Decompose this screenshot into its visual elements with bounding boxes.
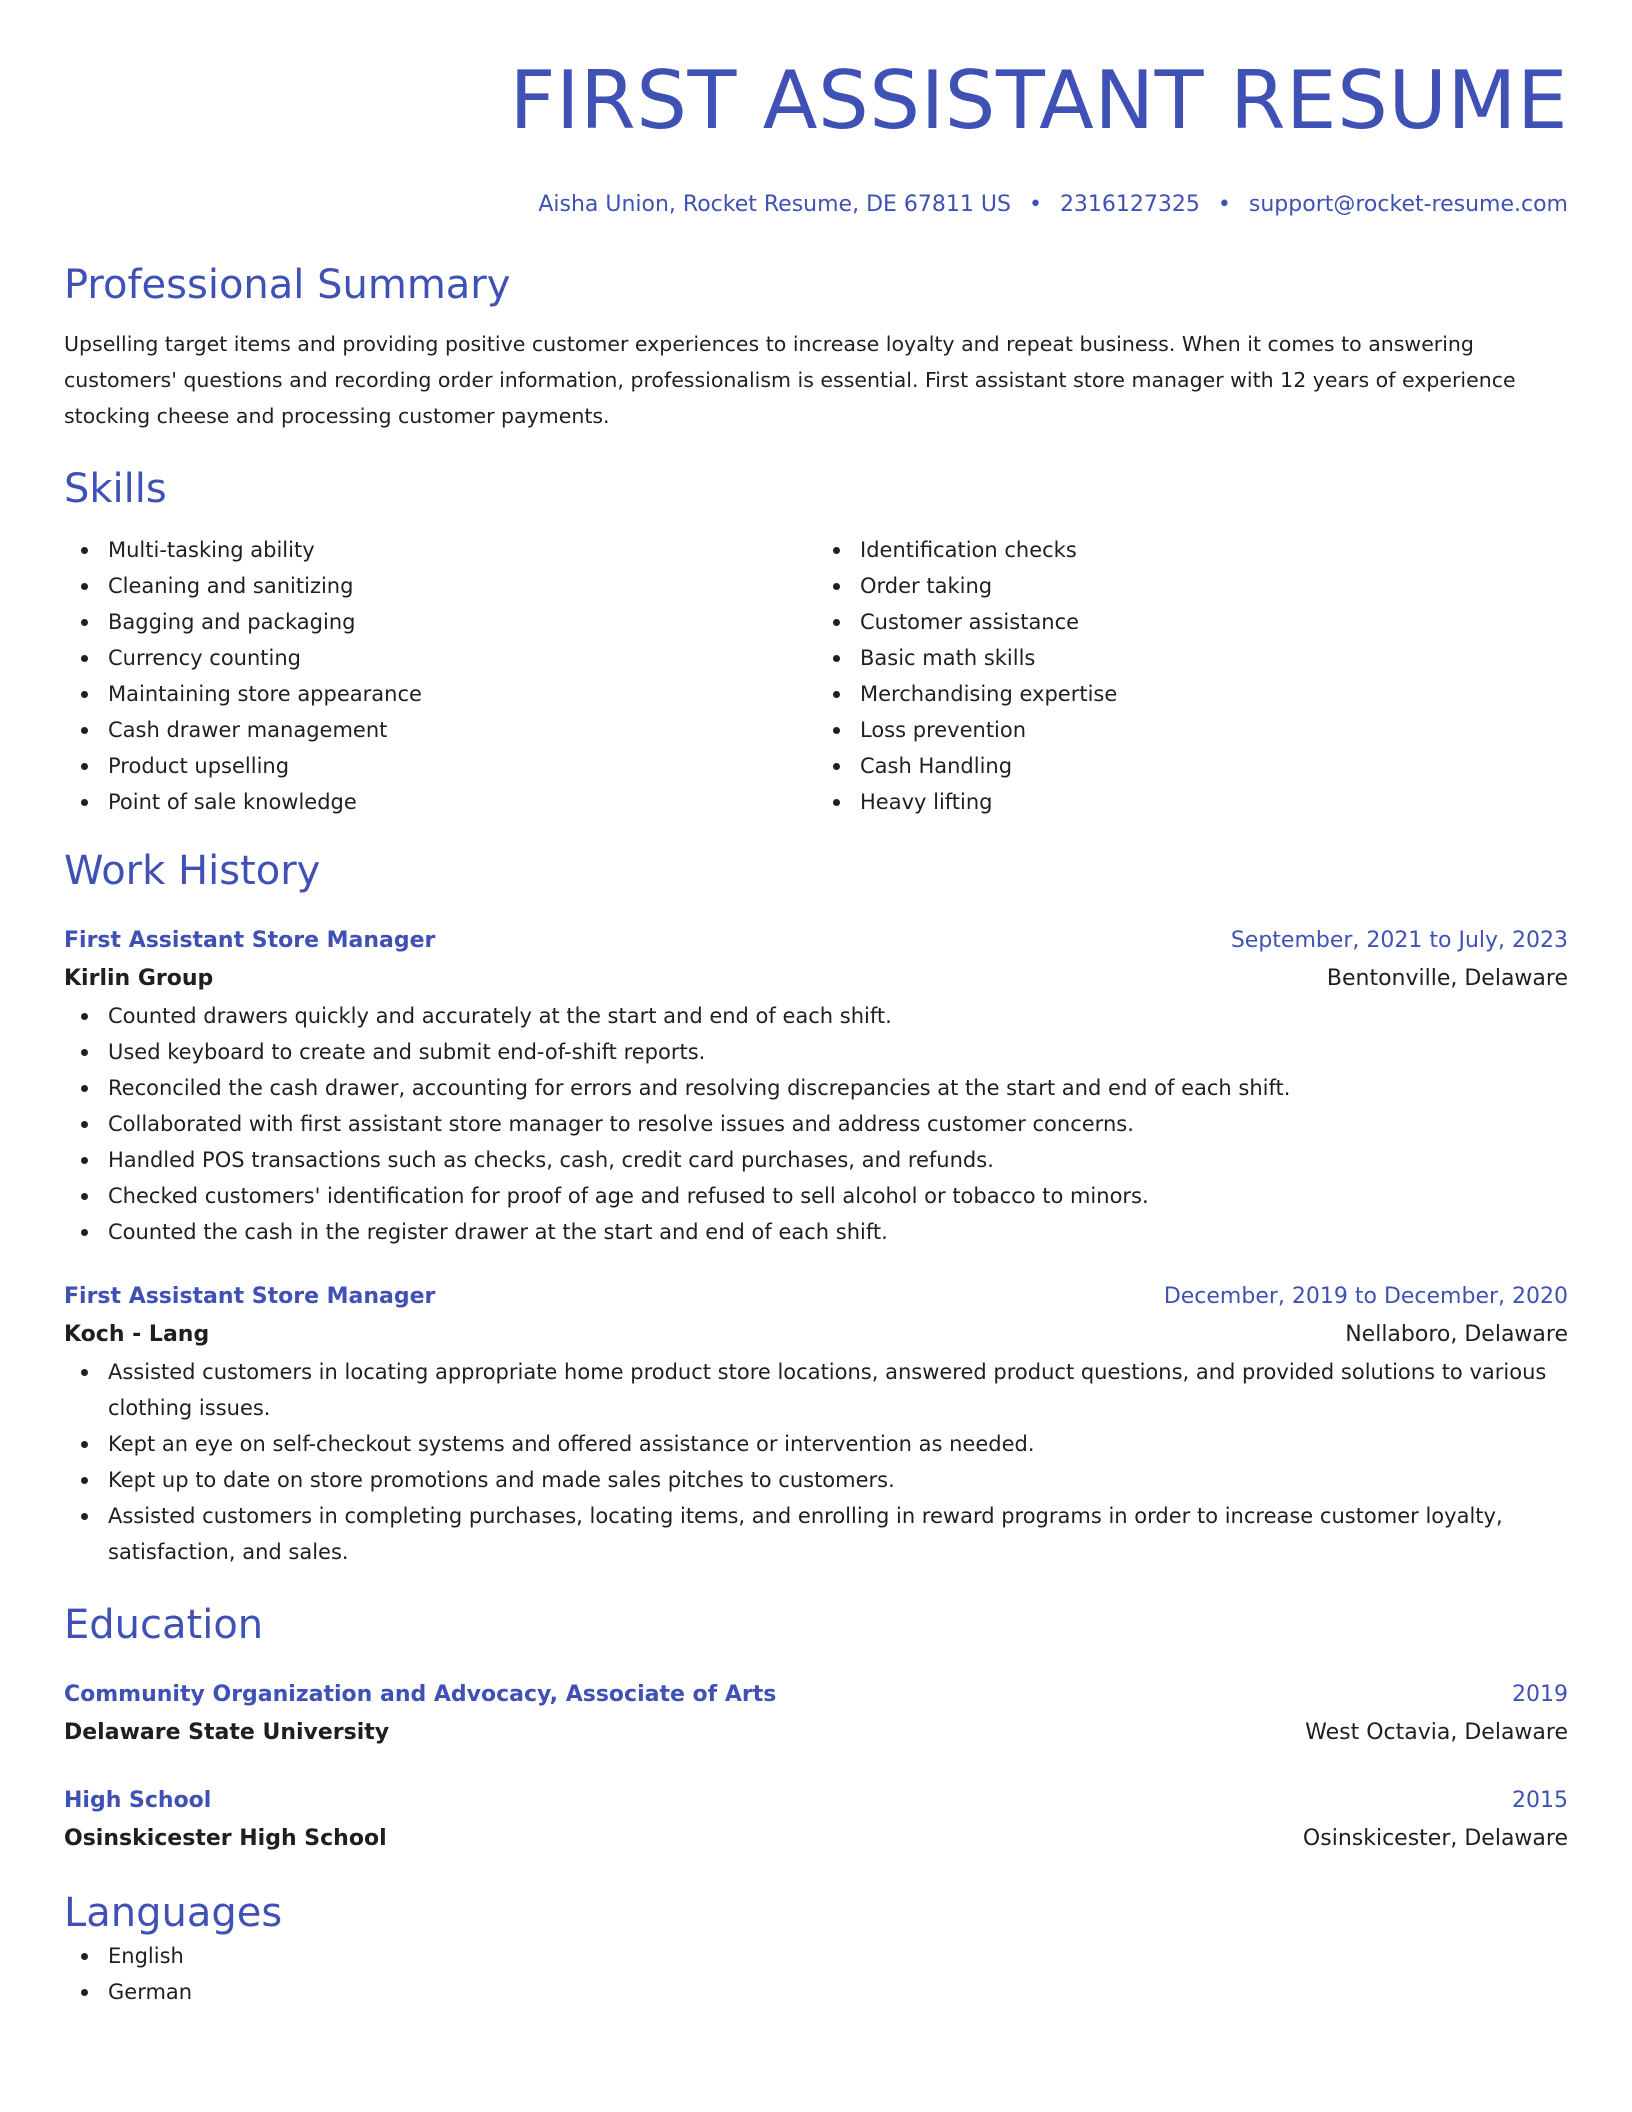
job-entry	[64, 1278, 1568, 1570]
contact-phone: 2316127325	[1059, 192, 1200, 217]
skills-list-right	[816, 532, 1568, 820]
education-header-row	[64, 1676, 1568, 1714]
job-company-row	[64, 1316, 1568, 1354]
job-dates: September, 2021 to July, 2023	[1230, 928, 1568, 953]
job-dates: December, 2019 to December, 2020	[1163, 1284, 1568, 1309]
job-bullets	[64, 1354, 1568, 1570]
contact-separator: •	[1217, 192, 1231, 217]
language-item: English	[64, 1938, 1568, 1974]
job-title: First Assistant Store Manager	[64, 1284, 436, 1309]
education-heading: Education	[64, 1602, 264, 1648]
summary-text: Upselling target items and providing positive customer experiences to increase loyalty and repeat business. When it comes to answering customers' questions and recording order information, professionalism is essential. First assistant store manager with 12 years of experience stocking cheese and processing customer payments.	[64, 332, 1516, 428]
job-location: Bentonville, Delaware	[1326, 966, 1568, 991]
skill-item: Loss prevention	[816, 712, 1568, 748]
skills-column-left	[64, 532, 816, 820]
job-bullet: Used keyboard to create and submit end-of-shift reports.	[64, 1034, 1568, 1070]
education-entry	[64, 1676, 1568, 1752]
contact-address: Aisha Union, Rocket Resume, DE 67811 US	[538, 192, 1011, 217]
education-year: 2019	[1512, 1682, 1568, 1707]
skill-item: Identification checks	[816, 532, 1568, 568]
skill-item: Point of sale knowledge	[64, 784, 816, 820]
work-history-heading: Work History	[64, 848, 321, 894]
job-bullet: Kept up to date on store promotions and made sales pitches to customers.	[64, 1462, 1568, 1498]
skills-column-right	[816, 532, 1568, 820]
job-bullet: Counted drawers quickly and accurately at the start and end of each shift.	[64, 998, 1568, 1034]
job-title: First Assistant Store Manager	[64, 928, 436, 953]
skills-list-left	[64, 532, 816, 820]
job-bullet: Assisted customers in locating appropriate home product store locations, answered product questions, and provided solutions to various clothing issues.	[64, 1354, 1568, 1426]
skill-item: Customer assistance	[816, 604, 1568, 640]
job-bullet: Kept an eye on self-checkout systems and offered assistance or intervention as needed.	[64, 1426, 1568, 1462]
language-item: German	[64, 1974, 1568, 2010]
job-bullets	[64, 998, 1568, 1250]
skill-item: Merchandising expertise	[816, 676, 1568, 712]
job-bullet: Checked customers' identification for proof of age and refused to sell alcohol or tobacco to minors.	[64, 1178, 1568, 1214]
job-bullet: Assisted customers in completing purchases, locating items, and enrolling in reward programs in order to increase customer loyalty, satisfaction, and sales.	[64, 1498, 1568, 1570]
education-location: West Octavia, Delaware	[1305, 1720, 1568, 1745]
job-entry	[64, 922, 1568, 1250]
job-location: Nellaboro, Delaware	[1345, 1322, 1568, 1347]
skill-item: Cash drawer management	[64, 712, 816, 748]
education-school-row	[64, 1820, 1568, 1858]
skill-item: Heavy lifting	[816, 784, 1568, 820]
job-company: Koch - Lang	[64, 1322, 210, 1347]
contact-line	[64, 190, 1568, 220]
job-bullet: Handled POS transactions such as checks, cash, credit card purchases, and refunds.	[64, 1142, 1568, 1178]
job-header-row	[64, 922, 1568, 960]
languages-list	[64, 1938, 1568, 2010]
job-company: Kirlin Group	[64, 966, 214, 991]
education-school-row	[64, 1714, 1568, 1752]
job-bullet: Reconciled the cash drawer, accounting for errors and resolving discrepancies at the start and end of each shift.	[64, 1070, 1568, 1106]
education-degree: Community Organization and Advocacy, Associate of Arts	[64, 1682, 777, 1707]
education-year: 2015	[1512, 1788, 1568, 1813]
skill-item: Cash Handling	[816, 748, 1568, 784]
skill-item: Order taking	[816, 568, 1568, 604]
job-bullet: Collaborated with first assistant store manager to resolve issues and address customer concerns.	[64, 1106, 1568, 1142]
education-school: Delaware State University	[64, 1720, 390, 1745]
contact-email[interactable]: support@rocket-resume.com	[1248, 192, 1568, 217]
summary-heading: Professional Summary	[64, 262, 511, 308]
skill-item: Multi-tasking ability	[64, 532, 816, 568]
skill-item: Basic math skills	[816, 640, 1568, 676]
job-header-row	[64, 1278, 1568, 1316]
contact-separator: •	[1028, 192, 1042, 217]
skill-item: Maintaining store appearance	[64, 676, 816, 712]
education-degree: High School	[64, 1788, 212, 1813]
education-school: Osinskicester High School	[64, 1826, 387, 1851]
resume-title: FIRST ASSISTANT RESUME	[509, 54, 1568, 147]
languages-heading: Languages	[64, 1890, 283, 1936]
education-entry	[64, 1782, 1568, 1858]
skill-item: Currency counting	[64, 640, 816, 676]
skills-grid	[64, 532, 1568, 820]
education-header-row	[64, 1782, 1568, 1820]
job-company-row	[64, 960, 1568, 998]
skill-item: Bagging and packaging	[64, 604, 816, 640]
education-location: Osinskicester, Delaware	[1302, 1826, 1568, 1851]
skills-heading: Skills	[64, 466, 167, 512]
job-bullet: Counted the cash in the register drawer at the start and end of each shift.	[64, 1214, 1568, 1250]
skill-item: Product upselling	[64, 748, 816, 784]
skill-item: Cleaning and sanitizing	[64, 568, 816, 604]
